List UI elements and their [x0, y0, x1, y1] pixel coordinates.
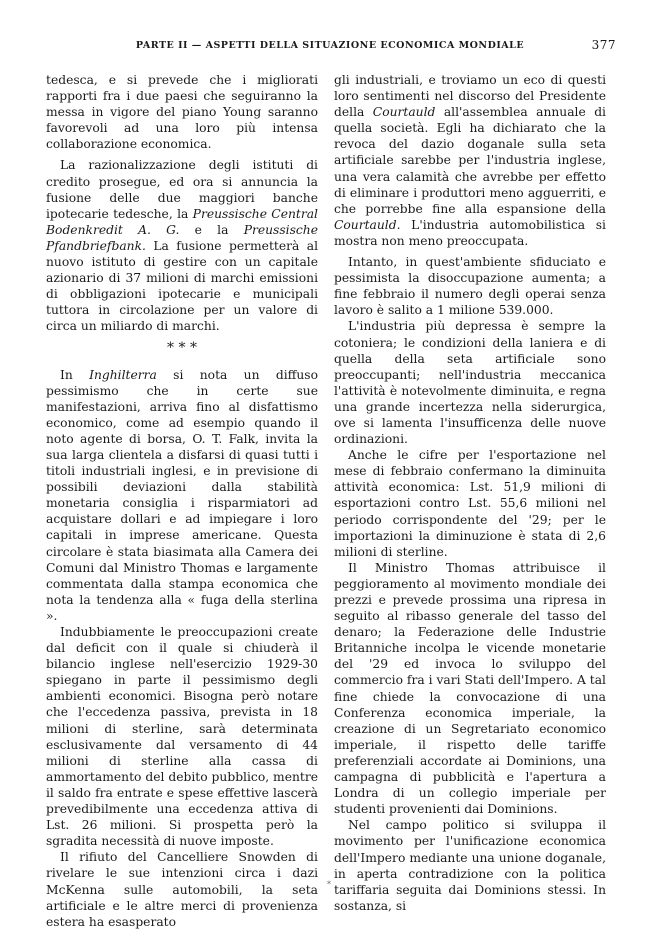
right-column — [334, 72, 606, 914]
section-divider-asterisks: * * * — [167, 339, 197, 356]
company-name: Courtauld — [372, 105, 436, 120]
paragraph: gli industriali, e troviamo un eco di questi loro sentimenti nel discorso del Presidente della Courtauld all'assemblea annuale di quella società. Egli ha dichiarato che la revoca del dazio doganale sulla seta artificiale sarebbe per l'industria inglese, una vera calamità che avrebbe per effetto di eliminare i produttori meno agguerriti, e che porrebbe fine alla espansione della Courtauld. L'industria automobilistica si mostra non meno preoccupata. — [334, 73, 606, 248]
paragraph: Il Ministro Thomas attribuisce il peggioramento al movimento mondiale dei prezzi e prevede prossima una ripresa in seguito al ribasso generale del tasso del denaro; la Federazione delle Industrie Britanniche incolpa le vicende monetarie del '29 ed invoca lo sviluppo del commercio fra i vari Stati dell'Impero. A tal fine chiede la convocazione di una Conferenza economica imperiale, la creazione di un Segretariato economico imperiale, il rispetto delle tariffe preferenziali accordate ai Dominions, una campagna di pubblicità e l'apertura a Londra di un collegio imperiale per studenti provenienti dai Dominions. — [334, 560, 606, 817]
country-name: Inghilterra — [89, 367, 157, 382]
paragraph: L'industria più depressa è sempre la cotoniera; le condizioni della laniera e di quella della seta artificiale sono preoccupanti; nell'industria meccanica l'attività è notevolmente diminuita, e regna una grande incertezza nella siderurgica, ove si lamenta l'insufficenza delle nuove ordinazioni. — [334, 319, 606, 447]
running-title: PARTE II — ASPETTI DELLA SITUAZIONE ECONOMICA MONDIALE — [135, 40, 525, 51]
paragraph: Indubbiamente le preoccupazioni create dal deficit con il quale si chiuderà il bilancio inglese nell'esercizio 1929-30 spiegano in parte il pessimismo degli ambienti economici. Bisogna però notare che l'eccedenza passiva, prevista in 18 milioni di sterline, sarà determinata esclusivamente dal versamento di 44 milioni di sterline alla cassa di ammortamento del debito pubblico, mentre il saldo fra entrate e spese effettive lascerà prevedibilmente una eccedenza attiva di Lst. 26 milioni. Si prospetta però la sgradita necessità di nuove imposte. — [46, 625, 318, 849]
paragraph: Anche le cifre per l'esportazione nel mese di febbraio confermano la diminuita attività economica: Lst. 51,9 milioni di esportazioni contro Lst. 55,6 milioni nel periodo corrispondente del '29; per le importazioni la diminuzione è stata di 2,6 milioni di sterline. — [334, 448, 606, 559]
paragraph: Nel campo politico si sviluppa il movimento per l'unificazione economica dell'Impero mediante una unione doganale, in aperta contradizione con la politica tariffaria seguita dai Dominions stessi. In sostanza, si — [334, 818, 606, 913]
paragraph: In Inghilterra si nota un diffuso pessimismo che in certe sue manifestazioni, arriva fino al disfattismo economico, come ad esempio quando il noto agente di borsa, O. T. Falk, invita la sua larga clientela a disfarsi di quasi tutti i titoli industriali inglesi, e in previsione di possibili deviazioni dalla stabilità monetaria consiglia i risparmiatori ad acquistare dollari e ad impiegare i loro capitali in imprese americane. Questa circolare è stata biasimata alla Camera dei Comuni dal Ministro Thomas e largamente commentata dalla stampa economica che nota la tendenza alla « fuga della sterlina ». — [46, 367, 318, 623]
paragraph: Il rifiuto del Cancelliere Snowden di rivelare le sue intenzioni circa i dazi McKenna sulle automobili, la seta artificiale e le altre merci di provenienza estera ha esasperato — [46, 850, 318, 929]
paragraph: La razionalizzazione degli istituti di credito prosegue, ed ora si annuncia la fusione delle due maggiori banche ipotecarie tedesche, la Preussische Central Bodenkredit A. G. e la Preussische Pfandbriefbank. La fusione permetterà al nuovo istituto di gestire con un capitale azionario di 37 milioni di marchi emissioni di obbligazioni ipotecarie e municipali tuttora in circolazione per un valore di circa un miliardo di marchi. — [46, 158, 318, 334]
bank-name: Preussische Pfandbriefbank. — [46, 222, 318, 253]
bank-name: Preussische Central Bodenkredit A. G. — [46, 206, 318, 237]
running-header — [44, 38, 616, 58]
page-number: 377 — [591, 38, 616, 52]
paragraph: tedesca, e si prevede che i migliorati rapporti fra i due paesi che seguiranno la messa in vigore del piano Young saranno favorevoli ad una loro più intensa collaborazione economica. — [46, 73, 318, 152]
paragraph: Intanto, in quest'ambiente sfiduciato e pessimista la disoccupazione aumenta; a fine febbraio il numero degli operai senza lavoro è salito a 1 milione 539.000. — [334, 255, 606, 318]
company-name: Courtauld. — [334, 217, 401, 232]
left-column — [46, 72, 318, 930]
footer-mark: * — [327, 880, 331, 889]
